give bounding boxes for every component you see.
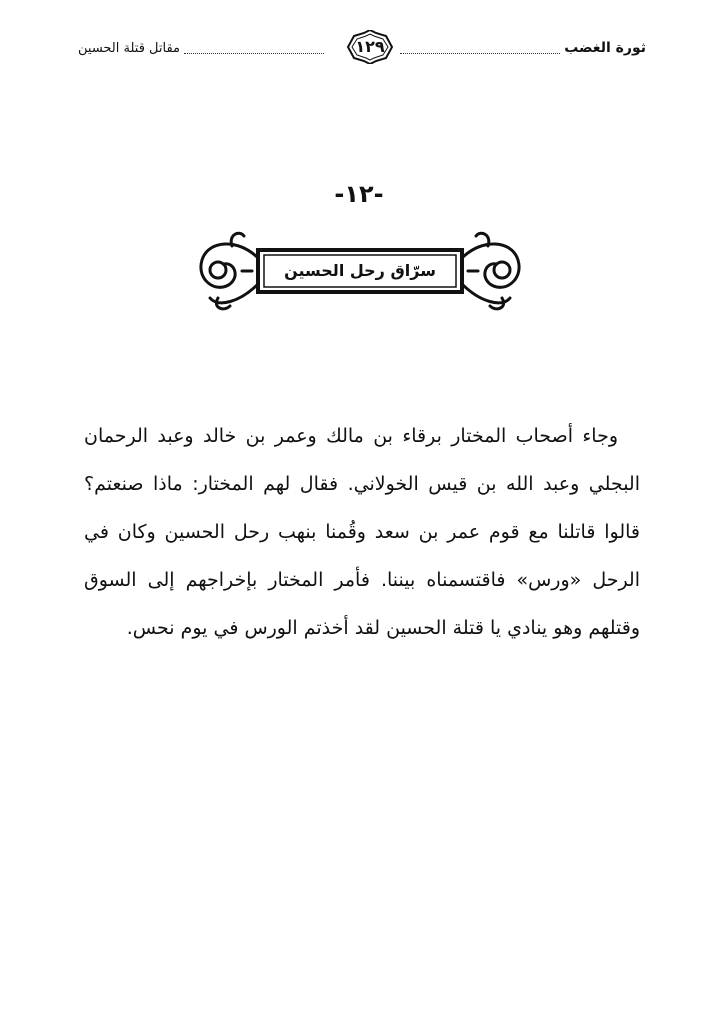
chapter-title: سرّاق رحل الحسين bbox=[284, 260, 436, 280]
chapter-running-title: مقاتل قتلة الحسين bbox=[78, 40, 181, 56]
header-dotted-leader-left bbox=[184, 53, 324, 54]
header-dotted-leader-right bbox=[400, 53, 560, 54]
body-paragraph: وجاء أصحاب المختار برقاء بن مالك وعمر بن خالد وعبد الرحمان البجلي وعبد الله بن قيس الخولاني. فقال لهم المختار: ماذا صنعتم؟ قالوا قاتلنا مع قوم عمر بن سعد وقُمنا بنهب رحل الحسين وكان في الرحل «ورس» فاقتسمناه بيننا. فأمر المختار بإخراجهم إلى السوق وقتلهم وهو ينادي يا قتلة الحسين لقد أخذتم الورس في يوم نحس. bbox=[84, 425, 640, 639]
chapter-title-box bbox=[260, 250, 460, 290]
running-header bbox=[78, 30, 646, 66]
header-left bbox=[78, 38, 328, 58]
page-number: ١٢٩ bbox=[355, 37, 385, 56]
chapter-title-frame bbox=[188, 228, 531, 312]
chapter-number: -١٢- bbox=[334, 180, 384, 208]
book-title: ثورة الغضب bbox=[564, 40, 646, 56]
page-number-ornament bbox=[342, 30, 398, 64]
header-right bbox=[396, 38, 646, 58]
